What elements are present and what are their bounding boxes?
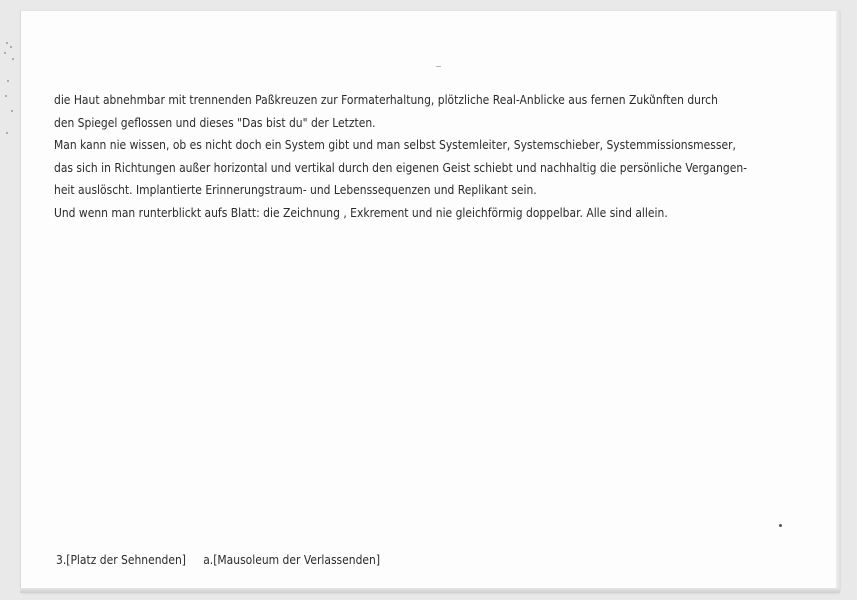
- footer-caption: [56, 552, 380, 568]
- scan-specks: [2, 40, 16, 140]
- text-line: heit auslöscht. Implantierte Erinnerungstraum- und Lebenssequenzen und Replikant sein.: [54, 182, 537, 198]
- body-text: [54, 89, 748, 225]
- footer-right: a.[Mausoleum der Verlassenden]: [203, 552, 381, 567]
- text-line: die Haut abnehmbar mit trennenden Paßkreuzen zur Formaterhaltung, plötzliche Real-Anblicke aus fernen Zukünften durch: [54, 92, 718, 107]
- page-edge-right: [836, 12, 841, 590]
- text-line: das sich in Richtungen außer horizontal und vertikal durch den eigenen Geist schiebt und nachhaltig die persönliche Vergangen-: [54, 159, 748, 175]
- text-line: Man kann nie wissen, ob es nicht doch ein System gibt und man selbst Systemleiter, Systemschieber, Systemmissionsmesser,: [54, 137, 736, 153]
- footer-left: 3.[Platz der Sehnenden]: [56, 552, 186, 567]
- text-line: Und wenn man runterblickt aufs Blatt: die Zeichnung , Exkrement und nie gleichförmig doppelbar. Alle sind allein.: [54, 204, 668, 220]
- text-line: den Spiegel geflossen und dieses "Das bist du" der Letzten.: [54, 114, 376, 130]
- paper-mark: [779, 524, 782, 527]
- page-edge-bottom: [20, 588, 840, 593]
- paper-mark: [436, 66, 441, 67]
